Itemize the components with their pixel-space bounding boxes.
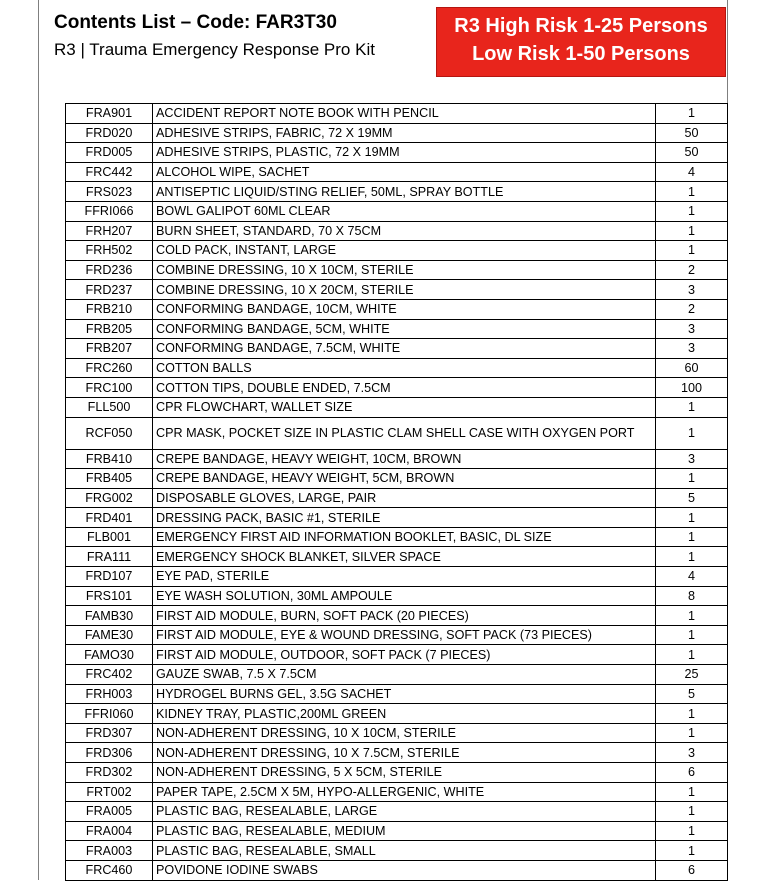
item-description: COMBINE DRESSING, 10 X 20CM, STERILE xyxy=(153,280,656,300)
item-code: FRD302 xyxy=(66,763,153,783)
item-quantity: 1 xyxy=(656,104,728,124)
item-description: ADHESIVE STRIPS, PLASTIC, 72 X 19MM xyxy=(153,143,656,163)
item-code: FRA901 xyxy=(66,104,153,124)
table-row xyxy=(66,104,728,124)
item-code: FLL500 xyxy=(66,397,153,417)
item-code: FRB210 xyxy=(66,299,153,319)
item-code: FAMO30 xyxy=(66,645,153,665)
table-row xyxy=(66,358,728,378)
item-code: FRC100 xyxy=(66,378,153,398)
item-code: FRA004 xyxy=(66,821,153,841)
table-row xyxy=(66,508,728,528)
item-code: FRB205 xyxy=(66,319,153,339)
item-description: ALCOHOL WIPE, SACHET xyxy=(153,162,656,182)
item-quantity: 50 xyxy=(656,123,728,143)
item-description: POVIDONE IODINE SWABS xyxy=(153,860,656,880)
table-row xyxy=(66,449,728,469)
item-quantity: 25 xyxy=(656,665,728,685)
item-code: FRH207 xyxy=(66,221,153,241)
table-row xyxy=(66,684,728,704)
item-description: FIRST AID MODULE, EYE & WOUND DRESSING, SOFT PACK (73 PIECES) xyxy=(153,625,656,645)
item-code: FRS101 xyxy=(66,586,153,606)
table-row xyxy=(66,260,728,280)
table-row xyxy=(66,397,728,417)
table-row xyxy=(66,469,728,489)
item-description: DRESSING PACK, BASIC #1, STERILE xyxy=(153,508,656,528)
item-code: FRB405 xyxy=(66,469,153,489)
table-row xyxy=(66,378,728,398)
item-quantity: 1 xyxy=(656,645,728,665)
item-quantity: 1 xyxy=(656,723,728,743)
item-code: FLB001 xyxy=(66,527,153,547)
item-code: FRD307 xyxy=(66,723,153,743)
item-code: FRD236 xyxy=(66,260,153,280)
item-quantity: 1 xyxy=(656,782,728,802)
item-quantity: 1 xyxy=(656,201,728,221)
table-row xyxy=(66,221,728,241)
item-code: FRC460 xyxy=(66,860,153,880)
item-code: FRD005 xyxy=(66,143,153,163)
table-row xyxy=(66,299,728,319)
item-code: FRD107 xyxy=(66,567,153,587)
item-description: CONFORMING BANDAGE, 7.5CM, WHITE xyxy=(153,339,656,359)
item-quantity: 1 xyxy=(656,469,728,489)
item-quantity: 60 xyxy=(656,358,728,378)
table-row xyxy=(66,841,728,861)
item-description: ANTISEPTIC LIQUID/STING RELIEF, 50ML, SPRAY BOTTLE xyxy=(153,182,656,202)
item-quantity: 2 xyxy=(656,260,728,280)
item-quantity: 8 xyxy=(656,586,728,606)
item-quantity: 3 xyxy=(656,280,728,300)
table-row xyxy=(66,241,728,261)
item-code: FAMB30 xyxy=(66,606,153,626)
item-description: CREPE BANDAGE, HEAVY WEIGHT, 10CM, BROWN xyxy=(153,449,656,469)
item-code: FRH003 xyxy=(66,684,153,704)
contents-table xyxy=(65,103,728,881)
item-description: PLASTIC BAG, RESEALABLE, SMALL xyxy=(153,841,656,861)
item-description: NON-ADHERENT DRESSING, 10 X 7.5CM, STERILE xyxy=(153,743,656,763)
item-description: CONFORMING BANDAGE, 10CM, WHITE xyxy=(153,299,656,319)
item-code: FRC442 xyxy=(66,162,153,182)
table-row xyxy=(66,723,728,743)
item-code: FRD306 xyxy=(66,743,153,763)
item-quantity: 3 xyxy=(656,743,728,763)
item-description: COMBINE DRESSING, 10 X 10CM, STERILE xyxy=(153,260,656,280)
item-quantity: 3 xyxy=(656,449,728,469)
table-row xyxy=(66,763,728,783)
table-row xyxy=(66,339,728,359)
item-description: COTTON BALLS xyxy=(153,358,656,378)
item-description: EYE PAD, STERILE xyxy=(153,567,656,587)
item-description: NON-ADHERENT DRESSING, 10 X 10CM, STERILE xyxy=(153,723,656,743)
table-row xyxy=(66,665,728,685)
item-description: PAPER TAPE, 2.5CM X 5M, HYPO-ALLERGENIC, WHITE xyxy=(153,782,656,802)
item-quantity: 5 xyxy=(656,684,728,704)
item-quantity: 1 xyxy=(656,241,728,261)
item-code: FRC260 xyxy=(66,358,153,378)
table-row xyxy=(66,280,728,300)
table-row xyxy=(66,527,728,547)
item-code: FRH502 xyxy=(66,241,153,261)
item-quantity: 1 xyxy=(656,182,728,202)
item-quantity: 1 xyxy=(656,841,728,861)
item-description: EMERGENCY SHOCK BLANKET, SILVER SPACE xyxy=(153,547,656,567)
table-row xyxy=(66,123,728,143)
table-row xyxy=(66,182,728,202)
table-row xyxy=(66,319,728,339)
item-description: CPR MASK, POCKET SIZE IN PLASTIC CLAM SHELL CASE WITH OXYGEN PORT xyxy=(153,417,656,449)
item-code: FRD237 xyxy=(66,280,153,300)
table-row xyxy=(66,704,728,724)
item-quantity: 1 xyxy=(656,417,728,449)
item-code: FRS023 xyxy=(66,182,153,202)
item-quantity: 4 xyxy=(656,162,728,182)
item-description: FIRST AID MODULE, BURN, SOFT PACK (20 PIECES) xyxy=(153,606,656,626)
item-quantity: 5 xyxy=(656,488,728,508)
item-quantity: 6 xyxy=(656,860,728,880)
page-subtitle: R3 | Trauma Emergency Response Pro Kit xyxy=(54,40,375,59)
item-code: FAME30 xyxy=(66,625,153,645)
table-row xyxy=(66,782,728,802)
item-code: FRA005 xyxy=(66,802,153,822)
table-row xyxy=(66,860,728,880)
item-quantity: 3 xyxy=(656,339,728,359)
item-description: PLASTIC BAG, RESEALABLE, MEDIUM xyxy=(153,821,656,841)
item-quantity: 2 xyxy=(656,299,728,319)
table-row xyxy=(66,645,728,665)
item-description: EMERGENCY FIRST AID INFORMATION BOOKLET, BASIC, DL SIZE xyxy=(153,527,656,547)
table-row xyxy=(66,802,728,822)
table-row xyxy=(66,417,728,449)
item-quantity: 100 xyxy=(656,378,728,398)
item-description: FIRST AID MODULE, OUTDOOR, SOFT PACK (7 PIECES) xyxy=(153,645,656,665)
table-row xyxy=(66,143,728,163)
item-description: CONFORMING BANDAGE, 5CM, WHITE xyxy=(153,319,656,339)
item-quantity: 4 xyxy=(656,567,728,587)
item-description: EYE WASH SOLUTION, 30ML AMPOULE xyxy=(153,586,656,606)
item-description: CREPE BANDAGE, HEAVY WEIGHT, 5CM, BROWN xyxy=(153,469,656,489)
item-quantity: 1 xyxy=(656,704,728,724)
item-code: FRD401 xyxy=(66,508,153,528)
item-code: FRG002 xyxy=(66,488,153,508)
table-row xyxy=(66,743,728,763)
table-row xyxy=(66,567,728,587)
risk-rating-box xyxy=(436,7,726,77)
item-code: FRA003 xyxy=(66,841,153,861)
item-quantity: 1 xyxy=(656,221,728,241)
item-description: BURN SHEET, STANDARD, 70 X 75CM xyxy=(153,221,656,241)
item-description: KIDNEY TRAY, PLASTIC,200ML GREEN xyxy=(153,704,656,724)
item-quantity: 50 xyxy=(656,143,728,163)
item-quantity: 1 xyxy=(656,508,728,528)
item-description: NON-ADHERENT DRESSING, 5 X 5CM, STERILE xyxy=(153,763,656,783)
item-code: FRB410 xyxy=(66,449,153,469)
item-code: FRT002 xyxy=(66,782,153,802)
item-code: FFRI066 xyxy=(66,201,153,221)
item-code: FFRI060 xyxy=(66,704,153,724)
item-description: DISPOSABLE GLOVES, LARGE, PAIR xyxy=(153,488,656,508)
item-quantity: 1 xyxy=(656,527,728,547)
page-title: Contents List – Code: FAR3T30 xyxy=(54,12,337,33)
item-code: FRC402 xyxy=(66,665,153,685)
table-row xyxy=(66,547,728,567)
table-row xyxy=(66,162,728,182)
item-code: FRD020 xyxy=(66,123,153,143)
item-quantity: 1 xyxy=(656,802,728,822)
table-row xyxy=(66,625,728,645)
contents-table-body xyxy=(66,104,728,881)
risk-low-label: Low Risk 1-50 Persons xyxy=(472,43,690,65)
table-row xyxy=(66,586,728,606)
item-description: BOWL GALIPOT 60ML CLEAR xyxy=(153,201,656,221)
item-quantity: 1 xyxy=(656,606,728,626)
item-quantity: 6 xyxy=(656,763,728,783)
risk-high-label: R3 High Risk 1-25 Persons xyxy=(454,15,708,37)
item-code: FRA111 xyxy=(66,547,153,567)
item-code: RCF050 xyxy=(66,417,153,449)
item-description: PLASTIC BAG, RESEALABLE, LARGE xyxy=(153,802,656,822)
table-row xyxy=(66,606,728,626)
item-quantity: 3 xyxy=(656,319,728,339)
item-description: CPR FLOWCHART, WALLET SIZE xyxy=(153,397,656,417)
item-description: ACCIDENT REPORT NOTE BOOK WITH PENCIL xyxy=(153,104,656,124)
item-code: FRB207 xyxy=(66,339,153,359)
item-description: COLD PACK, INSTANT, LARGE xyxy=(153,241,656,261)
item-quantity: 1 xyxy=(656,625,728,645)
item-quantity: 1 xyxy=(656,821,728,841)
item-description: GAUZE SWAB, 7.5 X 7.5CM xyxy=(153,665,656,685)
table-row xyxy=(66,488,728,508)
item-quantity: 1 xyxy=(656,397,728,417)
item-description: ADHESIVE STRIPS, FABRIC, 72 X 19MM xyxy=(153,123,656,143)
table-row xyxy=(66,201,728,221)
table-row xyxy=(66,821,728,841)
item-description: COTTON TIPS, DOUBLE ENDED, 7.5CM xyxy=(153,378,656,398)
item-quantity: 1 xyxy=(656,547,728,567)
item-description: HYDROGEL BURNS GEL, 3.5G SACHET xyxy=(153,684,656,704)
